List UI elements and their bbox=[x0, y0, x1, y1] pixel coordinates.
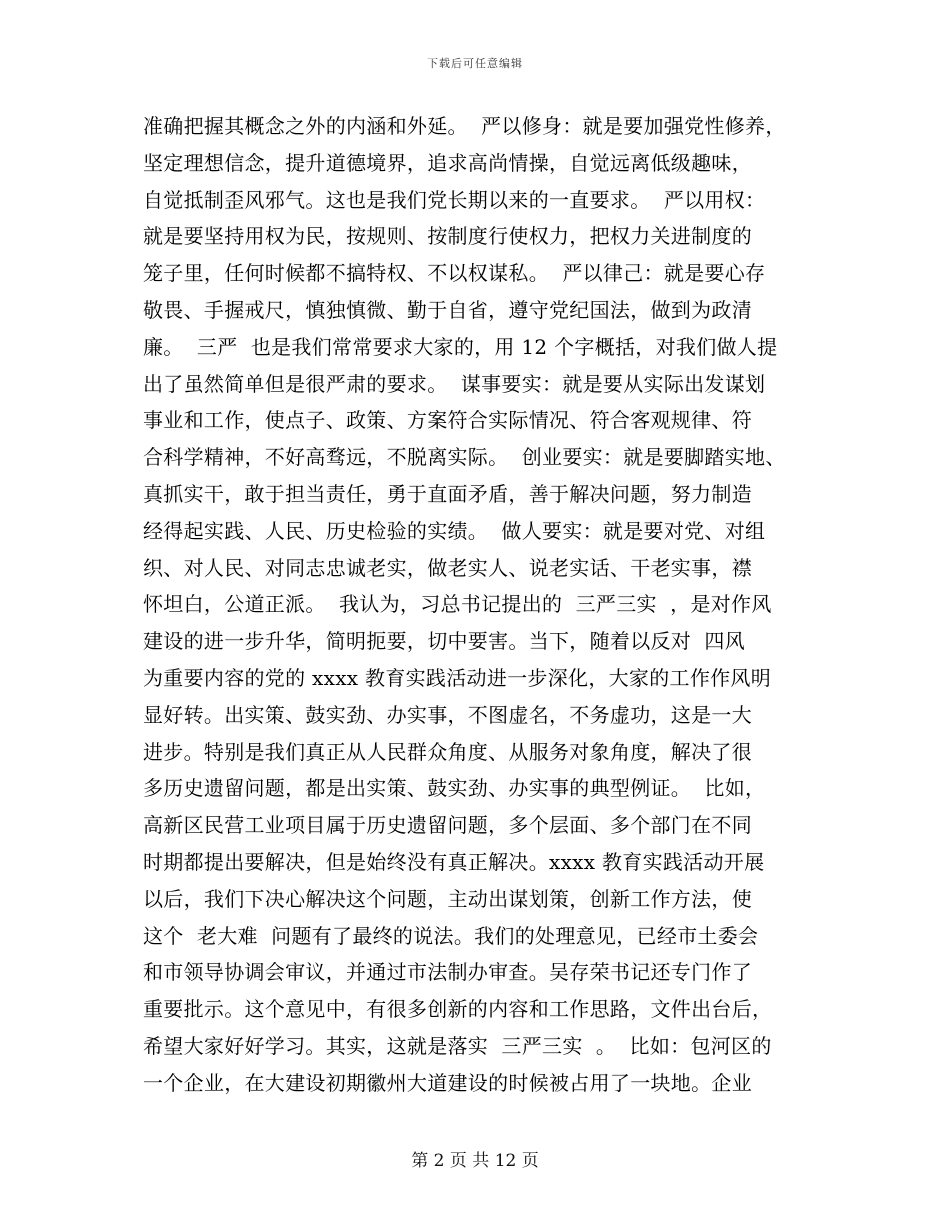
text-line: 织、对人民、对同志忠诚老实，做老实人、说老实话、干老实事，襟 bbox=[143, 555, 752, 580]
text-line: 怀坦白，公道正派。 我认为，习总书记提出的 三严三实 ，是对作风 bbox=[143, 592, 772, 617]
text-line: 显好转。出实策、鼓实劲、办实事，不图虚名，不务虚功，这是一大 bbox=[143, 702, 752, 727]
text-line: 真抓实干，敢于担当责任，勇于直面矛盾，善于解决问题，努力制造 bbox=[143, 481, 752, 506]
text-line: 事业和工作，使点子、政策、方案符合实际情况、符合客观规律、符 bbox=[143, 408, 752, 433]
text-line: 经得起实践、人民、历史检验的实绩。 做人要实：就是要对党、对组 bbox=[143, 518, 766, 543]
text-line: 希望大家好好学习。其实，这就是落实 三严三实 。 比如：包河区的 bbox=[143, 1033, 772, 1058]
text-line: 这个 老大难 问题有了最终的说法。我们的处理意见，已经市土委会 bbox=[143, 923, 759, 948]
header-note: 下载后可任意编辑 bbox=[427, 57, 523, 70]
text-line: 时期都提出要解决，但是始终没有真正解决。xxxx 教育实践活动开展 bbox=[143, 849, 765, 874]
text-line: 合科学精神，不好高骛远，不脱离实际。 创业要实：就是要脚踏实地、 bbox=[143, 445, 786, 470]
text-line: 建设的进一步升华，简明扼要，切中要害。当下，随着以反对 四风 bbox=[143, 629, 746, 654]
page-footer: 第 2 页 共 12 页 bbox=[411, 1151, 539, 1171]
text-line: 重要批示。这个意见中，有很多创新的内容和工作思路，文件出台后， bbox=[143, 997, 773, 1022]
text-line: 一个企业，在大建设初期徽州大道建设的时候被占用了一块地。企业 bbox=[143, 1070, 752, 1095]
text-line: 以后，我们下决心解决这个问题，主动出谋划策，创新工作方法，使 bbox=[143, 886, 752, 911]
text-line: 和市领导协调会审议，并通过市法制办审查。吴存荣书记还专门作了 bbox=[143, 960, 752, 985]
text-line: 多历史遗留问题，都是出实策、鼓实劲、办实事的典型例证。 比如， bbox=[143, 776, 766, 801]
text-line: 进步。特别是我们真正从人民群众角度、从服务对象角度，解决了很 bbox=[143, 739, 752, 764]
text-line: 就是要坚持用权为民，按规则、按制度行使权力，把权力关进制度的 bbox=[143, 224, 752, 249]
text-line: 笼子里，任何时候都不搞特权、不以权谋私。 严以律己：就是要心存 bbox=[143, 261, 766, 286]
text-line: 自觉抵制歪风邪气。这也是我们党长期以来的一直要求。 严以用权： bbox=[143, 187, 766, 212]
text-line: 高新区民营工业项目属于历史遗留问题，多个层面、多个部门在不同 bbox=[143, 813, 752, 838]
text-line: 为重要内容的党的 xxxx 教育实践活动进一步深化，大家的工作作风明 bbox=[143, 665, 772, 690]
text-line: 准确把握其概念之外的内涵和外延。 严以修身：就是要加强党性修养， bbox=[143, 114, 786, 138]
body-text bbox=[143, 108, 823, 1102]
text-line: 敬畏、手握戒尺，慎独慎微、勤于自省，遵守党纪国法，做到为政清 bbox=[143, 297, 752, 322]
text-line: 坚定理想信念，提升道德境界，追求高尚情操，自觉远离低级趣味， bbox=[143, 150, 752, 175]
text-line: 出了虽然简单但是很严肃的要求。 谋事要实：就是要从实际出发谋划 bbox=[143, 371, 766, 396]
text-line: 廉。 三严 也是我们常常要求大家的，用 12 个字概括，对我们做人提 bbox=[143, 334, 778, 359]
